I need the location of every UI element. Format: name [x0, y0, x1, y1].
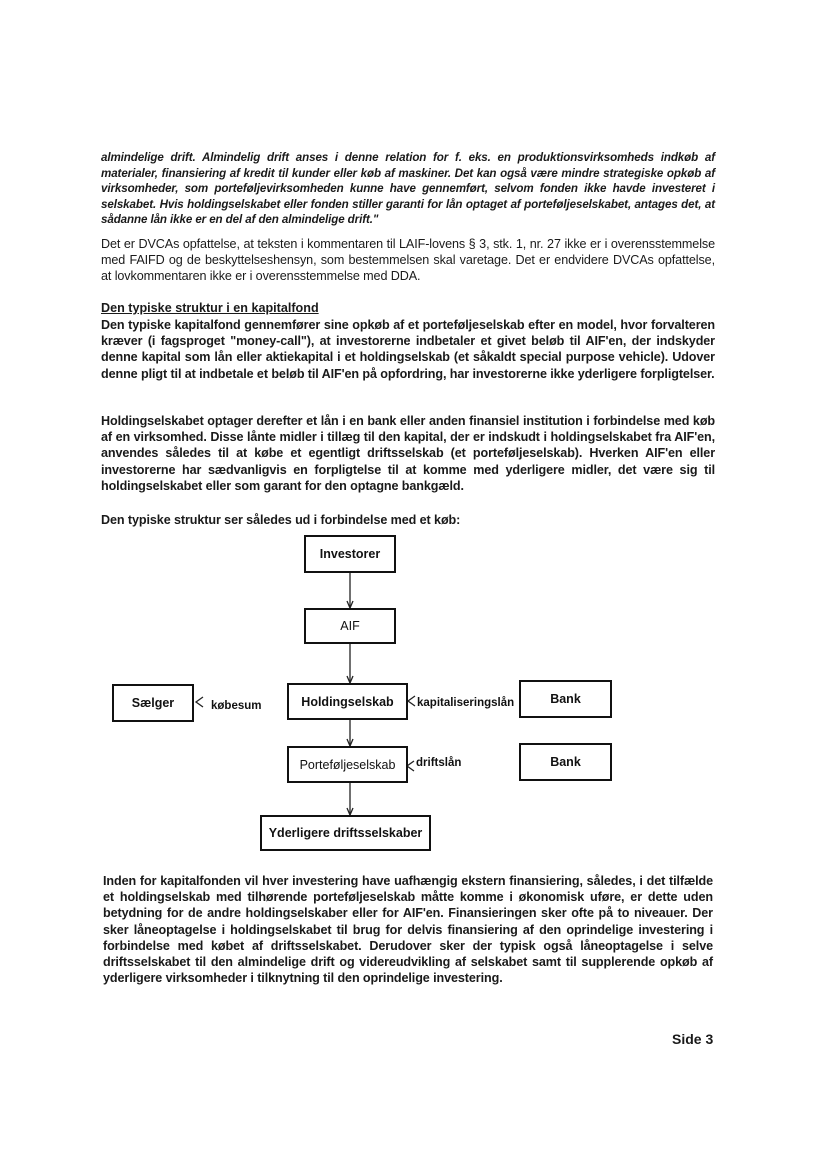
paragraph-diagram-intro: Den typiske struktur ser således ud i forbindelse med et køb: [101, 513, 461, 527]
node-porteføljeselskab: Porteføljeselskab [287, 746, 408, 783]
paragraph-holding-loan: Holdingselskabet optager derefter et lån i en bank eller anden finansiel institution i forbindelse med køb af en virksomhed. Disse lånte midler i tillæg til den kapital, der er indskudt i holdingselskabet fra AIF'en, anvendes således til at købe et egentligt driftsselskab (et porteføljeselskab). Hverken AIF'en eller investorerne har sædvanligvis en forpligtelse til at komme med yderligere midler, det være sig til holdingselskabet eller som garant for den optagne bankgæld. [101, 414, 715, 493]
node-bank-2: Bank [519, 743, 612, 781]
arrowhead-driftslaan [407, 761, 414, 771]
quoted-commentary: almindelige drift. Almindelig drift anses i denne relation for f. eks. en produktionsvirksomheds indkøb af materialer, finansiering af kredit til kunder eller køb af maskiner. Det kan også være mindre strategiske opkøb af virksomheder, som porteføljevirksomheden kunne have gennemført, selvom fonden ikke havde investeret i selskabet. Hvis holdingselskabet eller fonden stiller garanti for lån optaget af porteføljeselskabet, antages det, at sådanne lån ikke er en del af den almindelige drift." [101, 151, 715, 226]
paragraph-financing: Inden for kapitalfonden vil hver investering have uafhængig ekstern finansiering, således, i det tilfælde et holdingselskab med tilhørende porteføljeselskab måtte komme i økonomisk uføre, er dette uden betydning for de andre holdingselskaber eller for AIF'en. Finansieringen sker ofte på to niveauer. Der sker låneoptagelse i holdingselskabet til brug for delvis finansiering af den oprindelige investering i forbindelse med købet af driftsselskabet. Derudover sker der typisk også låneoptagelse i selve driftsselskabet til den almindelige drift og videreudvikling af selskabet samt til supplerende opkøb af yderligere virksomheder i tilknytning til den oprindelige investering. [103, 874, 713, 986]
paragraph-dvca-opinion: Det er DVCAs opfattelse, at teksten i kommentaren til LAIF-lovens § 3, stk. 1, nr. 27 ikke er i overensstemmelse med FAIFD og de beskyttelseshensyn, som bestemmelsen skal varetage. Det er endvidere DVCAs opfattelse, at lovkommentaren ikke er i overensstemmelse med DDA. [101, 237, 715, 284]
node-holdingselskab: Holdingselskab [287, 683, 408, 720]
arrowhead-kapitaliseringslaan [408, 696, 415, 706]
node-saelger: Sælger [112, 684, 194, 722]
node-yderligere-driftsselskaber: Yderligere driftsselskaber [260, 815, 431, 851]
node-aif: AIF [304, 608, 396, 644]
paragraph-typical-structure: Den typiske kapitalfond gennemfører sine opkøb af et porteføljeselskab efter en model, hvor forvalteren kræver (i fagsproget "money-call"), at investorerne indbetaler et givet beløb til AIF'en, der indskyder denne kapital som lån eller aktiekapital i et holdingselskab (et såkaldt special purpose vehicle). Udover denne pligt til at indbetale et beløb til AIF'en på opfordring, har investorerne ikke yderligere forpligtelser. [101, 318, 715, 381]
label-driftslaan: driftslån [416, 757, 462, 769]
node-investorer: Investorer [304, 535, 396, 573]
arrowhead-kobesum [196, 697, 203, 707]
label-kapitaliseringslaan: kapitaliseringslån [417, 697, 515, 709]
label-kobesum: købesum [211, 700, 262, 712]
node-bank-1: Bank [519, 680, 612, 718]
section-heading: Den typiske struktur i en kapitalfond [101, 301, 319, 315]
page-number: Side 3 [672, 1031, 714, 1047]
